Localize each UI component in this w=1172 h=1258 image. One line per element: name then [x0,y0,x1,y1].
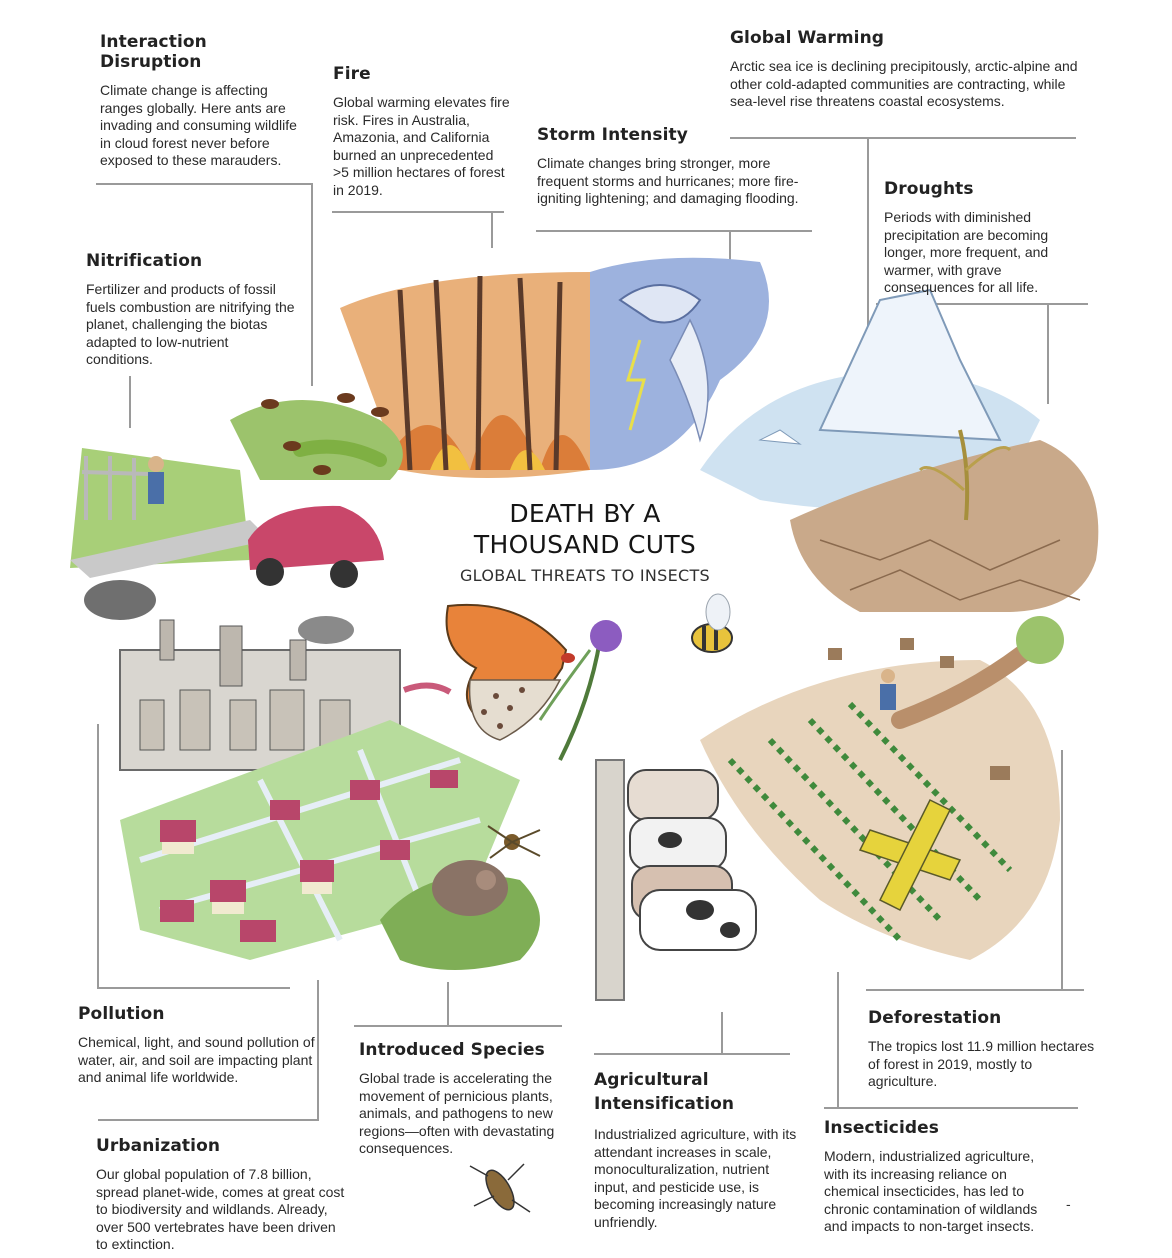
block-pollution [78,1004,318,1087]
heading-deforestation: Deforestation [868,1008,1002,1028]
beetle-image [470,1164,530,1214]
central-title [420,498,750,585]
heading-insecticides: Insecticides [824,1118,940,1138]
text-storm-intensity: Climate changes bring stronger, more frequent storms and hurricanes; more fire-igniting lightening; and damaging flooding. [537,155,799,206]
title-subtitle: GLOBAL THREATS TO INSECTS [459,566,710,585]
text-deforestation: The tropics lost 11.9 million hectares of forest in 2019, mostly to agriculture. [868,1038,1095,1089]
block-nitrification [86,251,298,369]
heading-pollution: Pollution [78,1004,165,1024]
heading-global-warming: Global Warming [730,28,885,48]
text-interaction-disruption: Climate change is affecting ranges globally. Here ants are invading and consuming wildlife in cloud forest never before exposed to these marauders. [100,82,297,168]
block-interaction-disruption [100,32,310,170]
stray-mark: - [1066,1196,1071,1212]
text-introduced-species: Global trade is accelerating the movement of pernicious plants, animals, and pathogens to new regions—often with devastating consequences. [359,1070,555,1156]
block-agricultural-intensification [594,1068,804,1231]
heading-agricultural-intensification: Agricultural Intensification [594,1070,735,1114]
text-fire: Global warming elevates fire risk. Fires in Australia, Amazonia, and California burned an unprecedented >5 million hectares of forest in 2019. [333,94,510,198]
heading-introduced-species: Introduced Species [359,1040,545,1060]
heading-interaction-disruption: Interaction Disruption [100,32,207,72]
heading-storm-intensity: Storm Intensity [537,125,688,145]
block-introduced-species [359,1040,577,1158]
text-insecticides: Modern, industrialized agriculture, with its increasing reliance on chemical insecticides, has led to chronic contamination of wildlands and impacts to non-target insects. [824,1148,1038,1234]
block-insecticides [824,1118,1062,1236]
text-pollution: Chemical, light, and sound pollution of water, air, and soil are impacting plant and animal life worldwide. [78,1034,315,1085]
block-fire [333,64,513,199]
leader-agri [594,1012,790,1054]
heading-fire: Fire [333,64,371,84]
text-urbanization: Our global population of 7.8 billion, spread planet-wide, comes at great cost to biodiversity and wildlands. Already, over 500 vertebrates have been driven to extinction. [96,1166,345,1252]
bee-image [692,594,732,652]
leader-introduced [354,982,562,1026]
butterfly-image [447,605,575,740]
title-main: DEATH BY A THOUSAND CUTS [473,499,697,559]
block-urbanization [96,1136,348,1254]
block-deforestation [868,1008,1100,1091]
text-droughts: Periods with diminished precipitation are becoming longer, more frequent, and warmer, with grave consequences for all life. [884,209,1049,295]
block-storm-intensity [537,125,802,208]
block-global-warming [730,28,1080,111]
heading-urbanization: Urbanization [96,1136,221,1156]
heading-droughts: Droughts [884,179,974,199]
block-droughts [884,179,1084,297]
text-global-warming: Arctic sea ice is declining precipitously, arctic-alpine and other cold-adapted communities are contracting, while sea-level rise threatens coastal ecosystems. [730,58,1078,109]
leader-fire [332,212,504,248]
text-nitrification: Fertilizer and products of fossil fuels combustion are nitrifying the planet, challenging the biotas adapted to low-nutrient conditions. [86,281,295,367]
heading-nitrification: Nitrification [86,251,203,271]
text-agricultural-intensification: Industrialized agriculture, with its attendant increases in scale, monoculturalization, nutrient input, and pesticide use, is becoming increasingly nature unfriendly. [594,1126,797,1230]
